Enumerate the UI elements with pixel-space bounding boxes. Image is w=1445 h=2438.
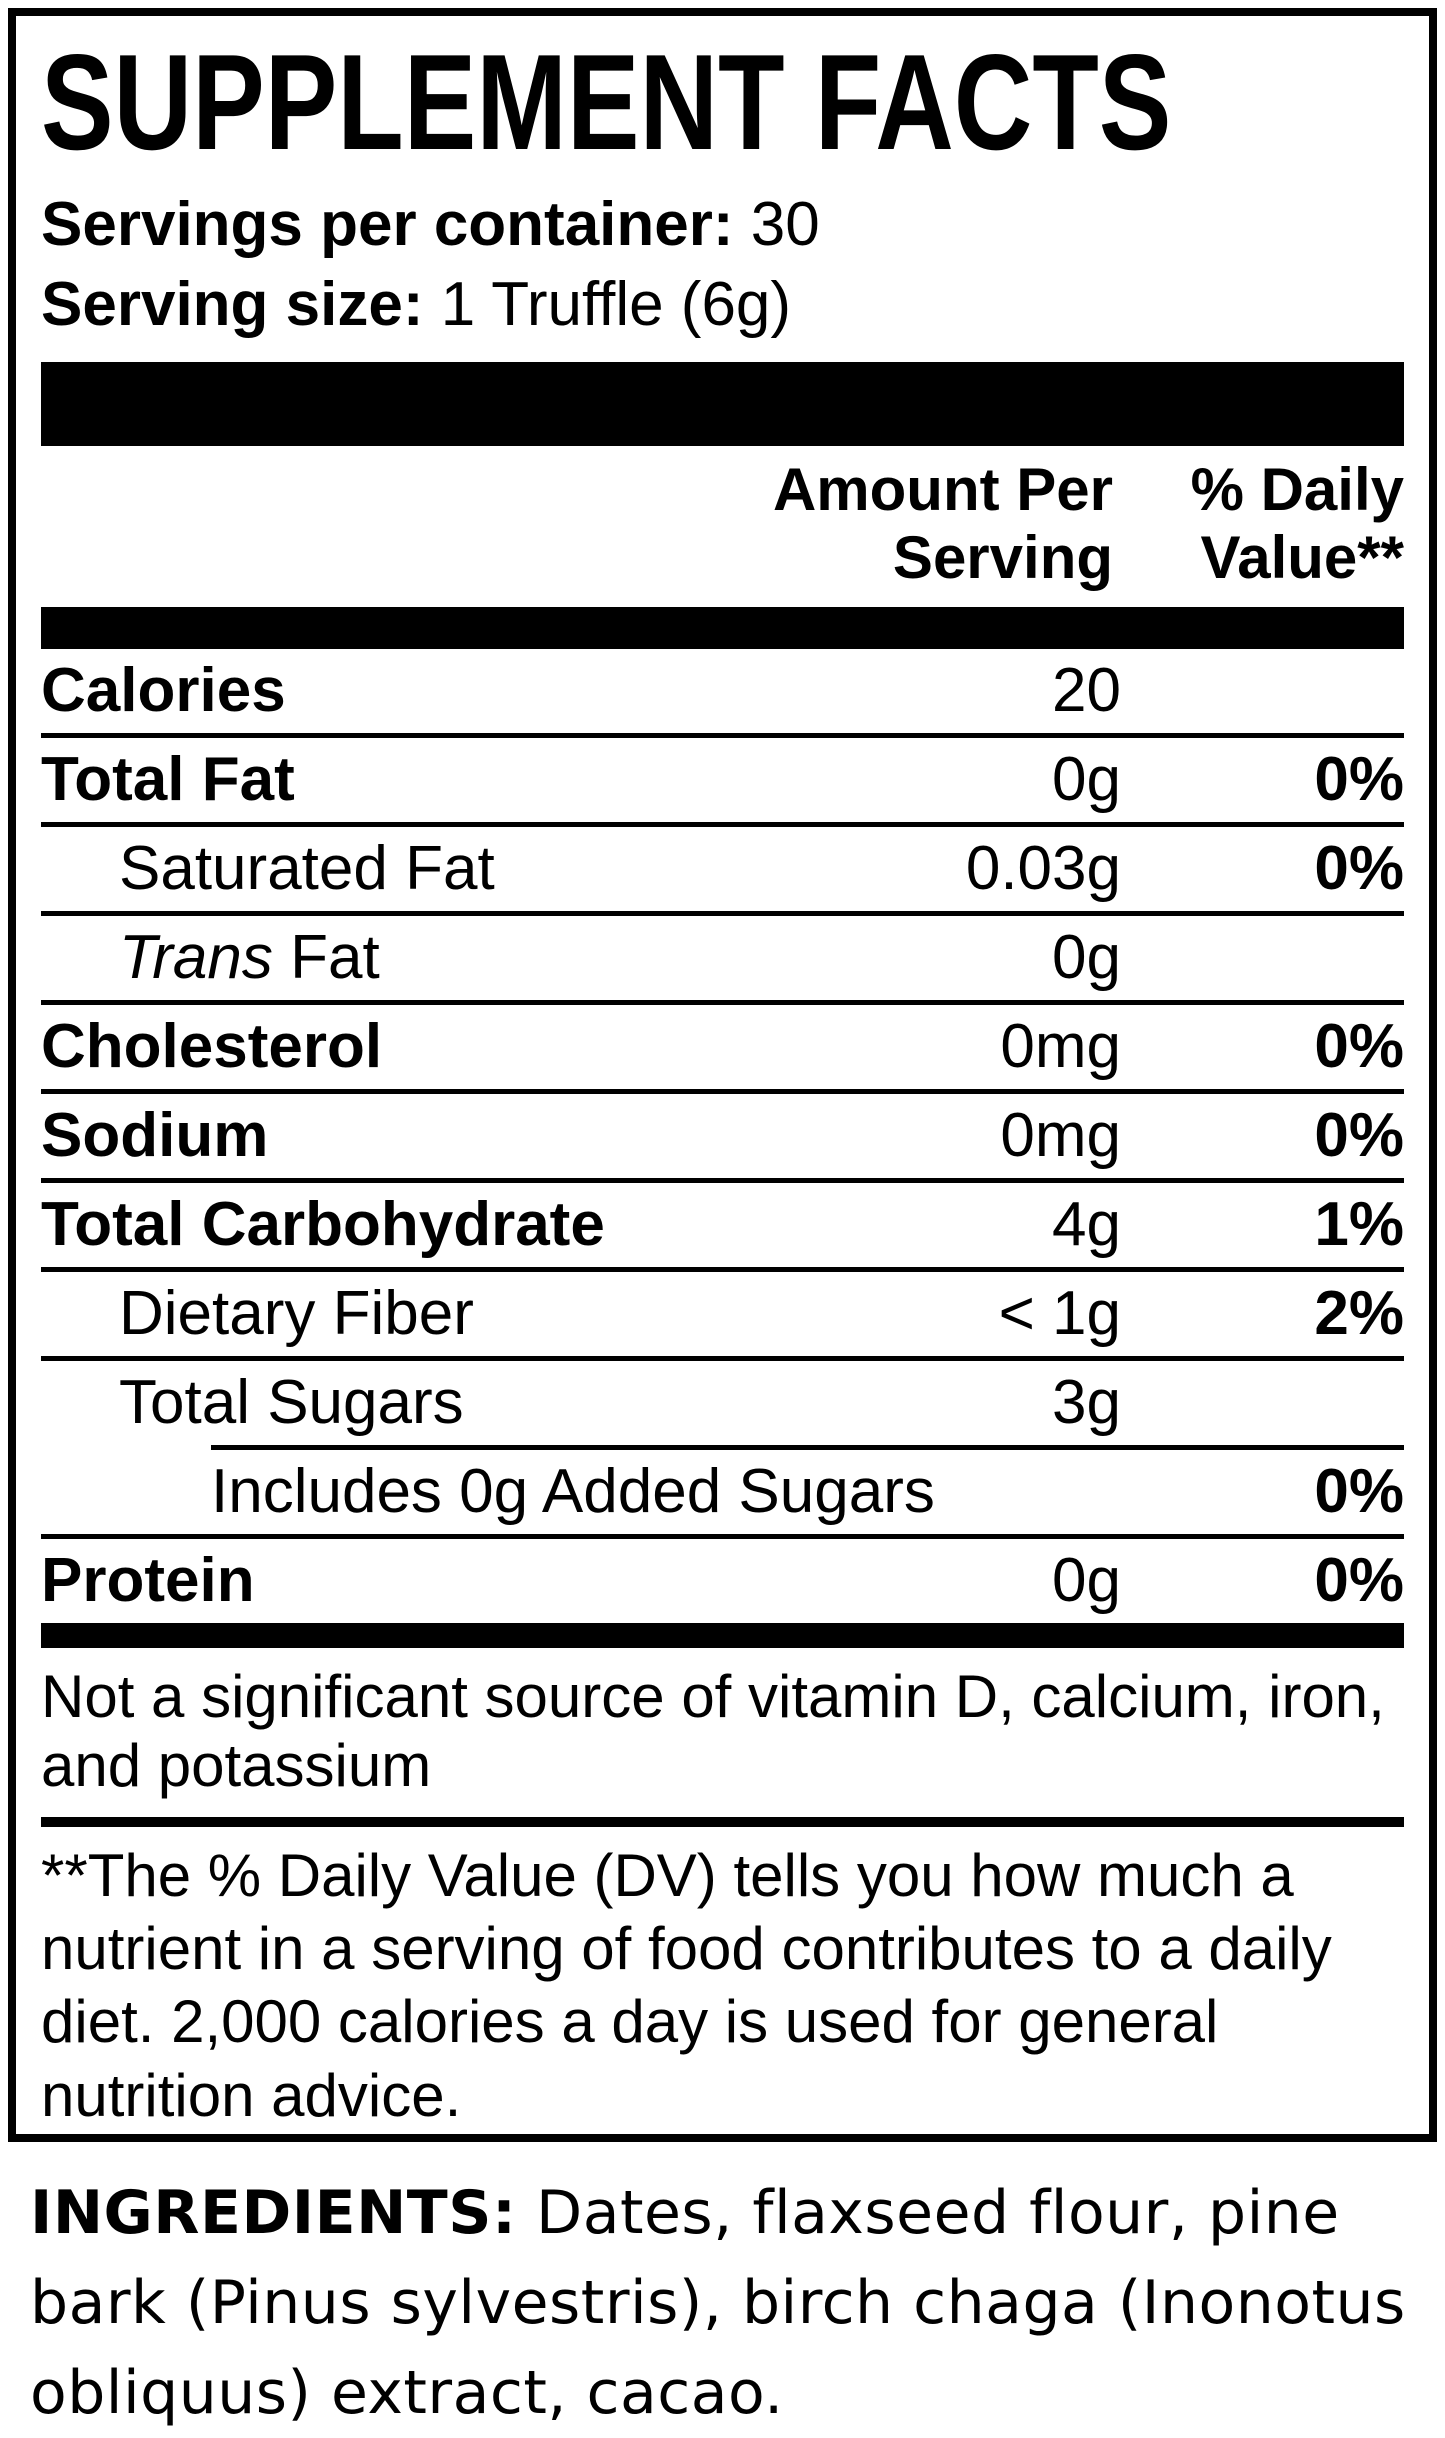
row-amount: 0mg — [1000, 1011, 1121, 1081]
serving-size-label: Serving size: — [41, 270, 424, 339]
trans-italic: Trans — [119, 922, 273, 992]
daily-value-footnote: **The % Daily Value (DV) tells you how much a nutrient in a serving of food contributes to a daily diet. 2,000 calories a day is used for general nutrition advice. — [41, 1841, 1332, 2129]
row-label — [41, 922, 380, 992]
dv-header-line2: Value** — [1200, 524, 1404, 592]
row-dv: 0% — [1314, 833, 1404, 903]
serving-size-line — [41, 270, 1404, 339]
ingredients-label: INGREDIENTS: — [30, 2178, 517, 2248]
row-amount: 0g — [1052, 922, 1121, 992]
row-amount: 4g — [1052, 1189, 1121, 1259]
row-label: Cholesterol — [41, 1011, 383, 1081]
supplement-facts-panel — [8, 8, 1437, 2142]
row-amount: 3g — [1052, 1367, 1121, 1437]
row-label: Saturated Fat — [119, 833, 495, 903]
table-row-total-fat — [41, 733, 1404, 822]
row-amount: 20 — [1052, 655, 1121, 725]
servings-per-container-line — [41, 190, 1404, 259]
table-row-saturated-fat — [41, 822, 1404, 911]
row-dv: 0% — [1314, 1545, 1404, 1615]
servings-per-container-label: Servings per container: — [41, 190, 734, 259]
row-dv: 1% — [1314, 1189, 1404, 1259]
row-dv: 2% — [1314, 1278, 1404, 1348]
row-amount: 0.03g — [965, 833, 1121, 903]
row-label: Total Carbohydrate — [41, 1189, 605, 1259]
table-row-trans-fat — [41, 911, 1404, 1000]
row-dv: 0% — [1314, 1456, 1404, 1526]
separator-bar-thick — [41, 362, 1404, 446]
row-amount: 0mg — [1000, 1100, 1121, 1170]
row-label: Total Fat — [41, 744, 295, 814]
row-amount: 0g — [1052, 744, 1121, 814]
footnote-divider — [41, 1817, 1404, 1827]
table-row-protein — [41, 1534, 1404, 1623]
table-column-headers — [41, 446, 1404, 607]
row-label: Total Sugars — [119, 1367, 464, 1437]
not-significant-note: Not a significant source of vitamin D, calcium, iron, and potassium — [41, 1662, 1385, 1800]
table-row-sodium — [41, 1089, 1404, 1178]
amount-header-line2: Serving — [892, 524, 1113, 592]
table-row-dietary-fiber — [41, 1267, 1404, 1356]
table-row-total-carbohydrate — [41, 1178, 1404, 1267]
separator-bar-medium — [41, 607, 1404, 649]
row-label: Protein — [41, 1545, 255, 1615]
table-row-added-sugars — [211, 1445, 1404, 1534]
ingredients-paragraph — [30, 2168, 1415, 2438]
table-row-calories — [41, 649, 1404, 733]
amount-header-line1: Amount Per — [772, 456, 1113, 523]
row-label: Sodium — [41, 1100, 269, 1170]
panel-title — [41, 16, 1404, 178]
daily-value-header — [1121, 456, 1404, 593]
serving-size-value: 1 Truffle (6g) — [423, 270, 792, 339]
row-dv: 0% — [1314, 1100, 1404, 1170]
row-label: Calories — [41, 655, 286, 725]
separator-bar-thin — [41, 1623, 1404, 1648]
table-row-total-sugars — [41, 1356, 1404, 1445]
dv-header-line1: % Daily — [1190, 456, 1404, 523]
ingredients-text: Dates, flaxseed flour, pine bark (Pinus sylvestris), birch chaga (Inonotus obliquus) extract, cacao. — [30, 2178, 1406, 2428]
table-row-cholesterol — [41, 1000, 1404, 1089]
servings-per-container-value: 30 — [733, 190, 820, 259]
supplement-facts-heading: SUPPLEMENT FACTS — [41, 26, 1172, 178]
trans-rest: Fat — [272, 922, 380, 992]
row-label: Dietary Fiber — [119, 1278, 474, 1348]
row-amount: < 1g — [998, 1278, 1121, 1348]
row-dv: 0% — [1314, 744, 1404, 814]
amount-per-serving-header — [41, 456, 1121, 593]
row-amount: 0g — [1052, 1545, 1121, 1615]
row-label: Includes 0g Added Sugars — [211, 1456, 935, 1526]
row-dv: 0% — [1314, 1011, 1404, 1081]
